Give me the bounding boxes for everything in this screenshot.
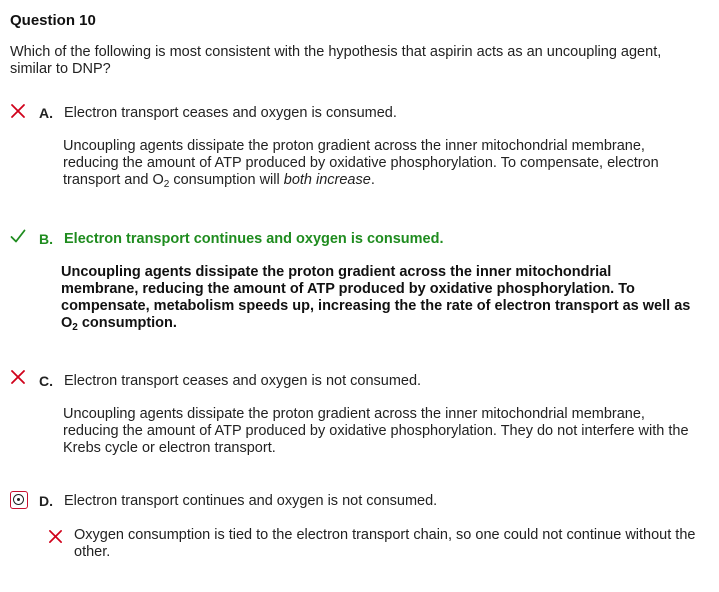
- option-text: Electron transport ceases and oxygen is not consumed.: [64, 373, 422, 389]
- x-icon: [10, 103, 26, 119]
- option-letter: C.: [39, 373, 53, 389]
- option-feedback: Oxygen consumption is tied to the electron transport chain, so one could not continue without the other.: [74, 527, 696, 560]
- option-letter: A.: [39, 105, 53, 121]
- option-explanation: Uncoupling agents dissipate the proton gradient across the inner mitochondrial membrane, reducing the amount of ATP produced by oxidative phosphorylation. They do not interfere with the Krebs cycle or electron transport.: [63, 406, 689, 456]
- check-icon: [10, 228, 26, 244]
- option-explanation: Uncoupling agents dissipate the proton gradient across the inner mitochondrial membrane, reducing the amount of ATP produced by oxidative phosphorylation. To compensate, electron transport and $O_2$ consumption will both increase.: [63, 138, 659, 190]
- radio-selected-icon[interactable]: [10, 491, 28, 509]
- x-icon: [48, 529, 63, 544]
- question-text: Which of the following is most consistent with the hypothesis that aspirin acts as an uncoupling agent, similar to DNP?: [10, 44, 662, 77]
- question-title: Question 10: [10, 12, 96, 29]
- option-text: Electron transport ceases and oxygen is consumed.: [64, 105, 397, 121]
- option-text: Electron transport continues and oxygen is not consumed.: [64, 493, 438, 509]
- x-icon: [10, 369, 26, 385]
- option-text: Electron transport continues and oxygen is consumed.: [64, 231, 444, 247]
- option-letter: D.: [39, 493, 53, 509]
- option-explanation: Uncoupling agents dissipate the proton gradient across the inner mitochondrial membrane, reducing the amount of ATP produced by oxidative phosphorylation. To compensate, metabolism speeds up, increasing the the rate of electron transport as well as $O_2$ consumption.: [61, 264, 691, 333]
- option-letter: B.: [39, 231, 53, 247]
